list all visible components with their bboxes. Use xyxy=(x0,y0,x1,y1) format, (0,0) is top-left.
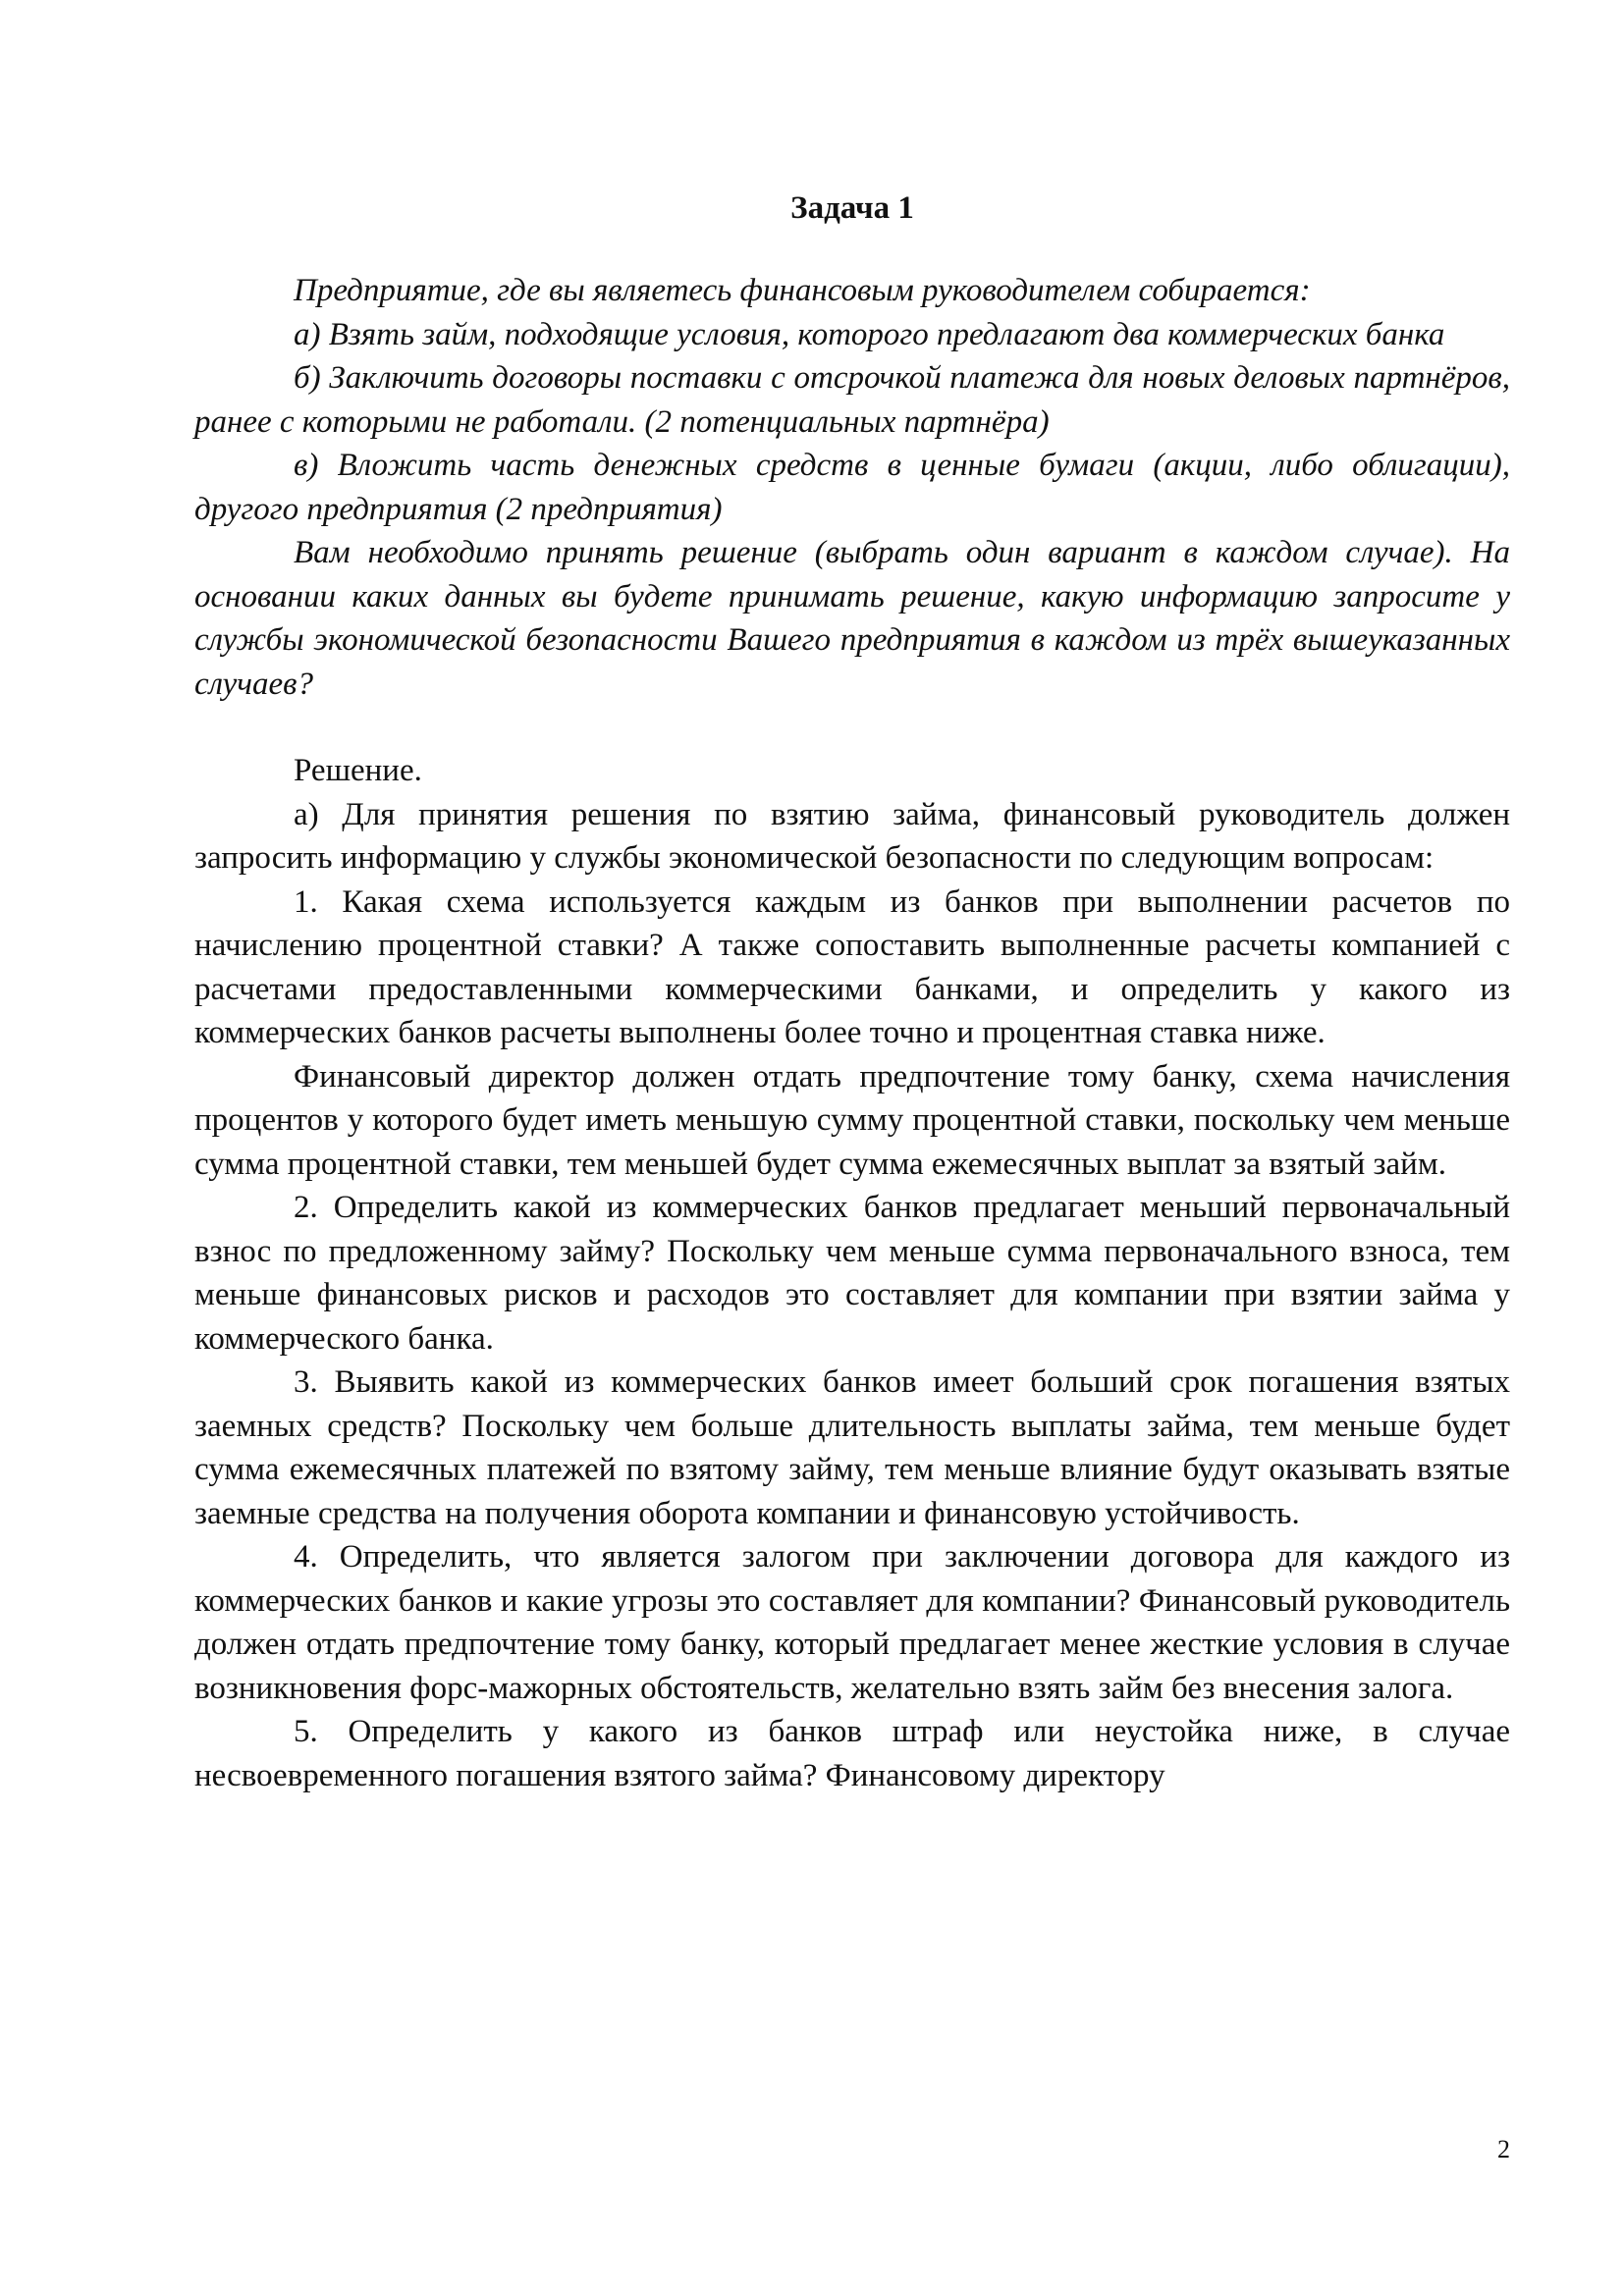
solution-intro: а) Для принятия решения по взятию займа, финансовый руководитель должен запросить информацию у службы экономической безопасности по следующим вопросам: xyxy=(194,796,1510,876)
task-title: Задача 1 xyxy=(790,190,914,226)
task-statement xyxy=(194,269,1510,706)
page-number: 2 xyxy=(1497,2135,1510,2163)
solution-item-1: 1. Какая схема используется каждым из банков при выполнении расчетов по начислению процентной ставки? А также сопоставить выполненные расчеты компанией с расчетами предоставленными коммерческими банками, и определить у какого из коммерческих банков расчеты выполнены более точно и процентная ставка ниже. xyxy=(194,883,1510,1050)
solution-item-4: 4. Определить, что является залогом при заключении договора для каждого из коммерческих банков и какие угрозы это составляет для компании? Финансовый руководитель должен отдать предпочтение тому банку, который предлагает менее жесткие условия в случае возникновения форс-мажорных обстоятельств, желательно взять займ без внесения залога. xyxy=(194,1539,1510,1706)
task-option-b: б) Заключить договоры поставки с отсрочкой платежа для новых деловых партнёров, ранее с которыми не работали. (2 потенциальных партнёра) xyxy=(194,360,1510,440)
page-content xyxy=(194,187,1510,1797)
task-question: Вам необходимо принять решение (выбрать один вариант в каждом случае). На основании каких данных вы будете принимать решение, какую информацию запросите у службы экономической безопасности Вашего предприятия в каждом из трёх вышеуказанных случаев? xyxy=(194,535,1510,702)
solution-item-1-note: Финансовый директор должен отдать предпочтение тому банку, схема начисления процентов у которого будет иметь меньшую сумму процентной ставки, поскольку чем меньше сумма процентной ставки, тем меньшей будет сумма ежемесячных выплат за взятый займ. xyxy=(194,1058,1510,1182)
task-option-a: а) Взять займ, подходящие условия, которого предлагают два коммерческих банка xyxy=(294,316,1445,352)
section-gap xyxy=(194,706,1510,749)
task-intro: Предприятие, где вы являетесь финансовым руководителем собирается: xyxy=(294,273,1311,308)
solution-item-3: 3. Выявить какой из коммерческих банков имеет больший срок погашения взятых заемных средств? Поскольку чем больше длительность выплаты займа, тем меньше будет сумма ежемесячных платежей по взятому займу, тем меньше влияние будут оказывать взятые заемные средства на получения оборота компании и финансовую устойчивость. xyxy=(194,1364,1510,1531)
solution-item-2: 2. Определить какой из коммерческих банков предлагает меньший первоначальный взнос по предложенному займу? Поскольку чем меньше сумма первоначального взноса, тем меньше финансовых рисков и расходов это составляет для компании при взятии займа у коммерческого банка. xyxy=(194,1190,1510,1357)
solution-section xyxy=(194,749,1510,1797)
task-option-c: в) Вложить часть денежных средств в ценные бумаги (акции, либо облигации), другого предприятия (2 предприятия) xyxy=(194,448,1510,527)
solution-heading: Решение. xyxy=(294,753,422,788)
solution-item-5: 5. Определить у какого из банков штраф или неустойка ниже, в случае несвоевременного погашения взятого займа? Финансовому директору xyxy=(194,1714,1510,1793)
